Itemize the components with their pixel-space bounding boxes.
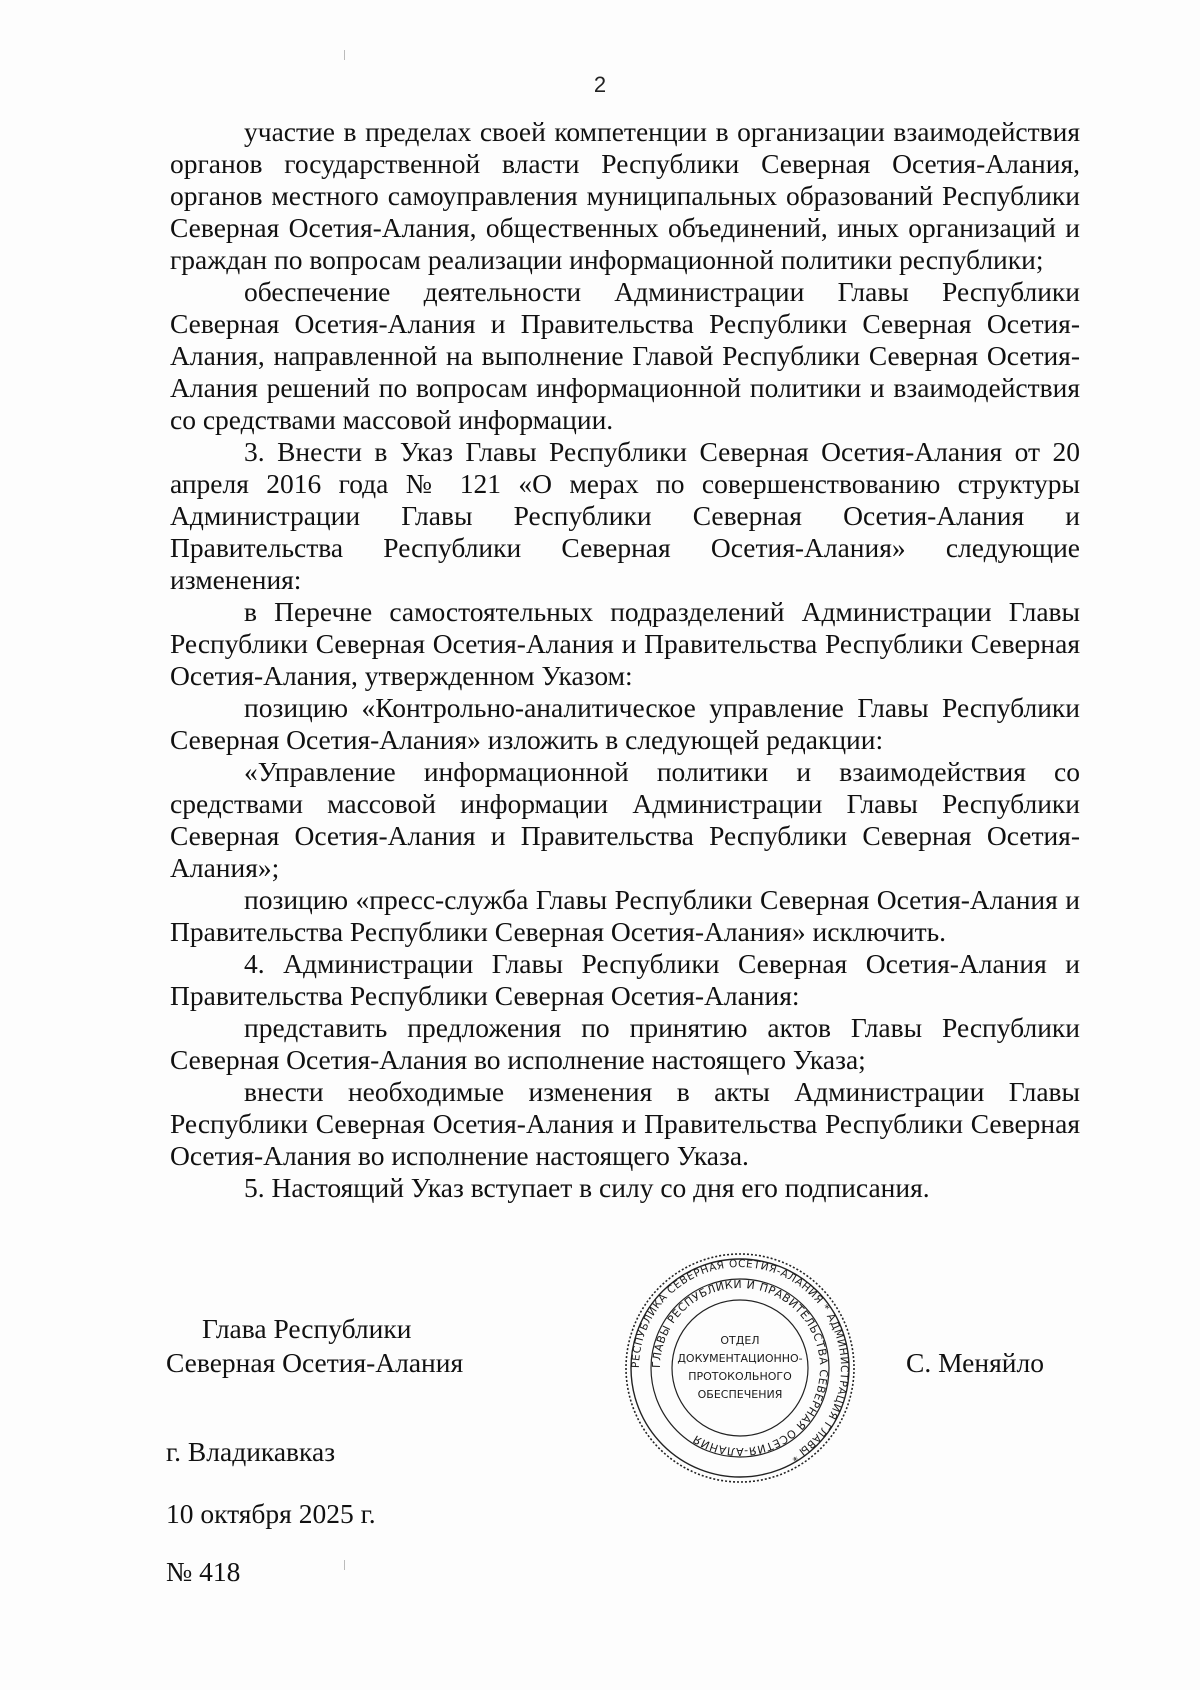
- decree-body: [170, 116, 1080, 1204]
- stamp-center-line: ОБЕСПЕЧЕНИЯ: [697, 1388, 783, 1401]
- paragraph: 4. Администрации Главы Республики Северная Осетия-Алания и Правительства Республики Северная Осетия-Алания:: [170, 948, 1080, 1011]
- paragraph: 3. Внести в Указ Главы Республики Северная Осетия-Алания от 20 апреля 2016 года № 121 «О мерах по совершенствованию структуры Администрации Главы Республики Северная Осетия-Алания и Правительства Республики Северная Осетия-Алания» следующие изменения:: [170, 436, 1080, 595]
- stamp-center-line: ДОКУМЕНТАЦИОННО-: [677, 1352, 803, 1365]
- signatory-position-line1: Глава Республики: [202, 1313, 412, 1344]
- paragraph: внести необходимые изменения в акты Администрации Главы Республики Северная Осетия-Алания и Правительства Республики Северная Осетия-Алания во исполнение настоящего Указа.: [170, 1076, 1080, 1171]
- signatory-position-line2: Северная Осетия-Алания: [166, 1347, 464, 1378]
- paragraph: «Управление информационной политики и взаимодействия со средствами массовой информации Администрации Главы Республики Северная Осетия-Алания и Правительства Республики Северная Осетия-Алания»;: [170, 756, 1080, 883]
- signatory-position: [166, 1312, 463, 1380]
- paragraph: представить предложения по принятию актов Главы Республики Северная Осетия-Алания во исполнение настоящего Указа;: [170, 1012, 1080, 1075]
- signing-place: г. Владикавказ: [166, 1436, 336, 1467]
- signing-date: 10 октября 2025 г.: [166, 1498, 376, 1529]
- paragraph: обеспечение деятельности Администрации Главы Республики Северная Осетия-Алания и Правительства Республики Северная Осетия-Алания, направленной на выполнение Главой Республики Северная Осетия-Алания решений по вопросам информационной политики и взаимодействия со средствами массовой информации.: [170, 276, 1080, 435]
- signatory-name: С. Меняйло: [906, 1347, 1044, 1378]
- stamp-middle-ring-path: ГЛАВЫ РЕСПУБЛИКИ И ПРАВИТЕЛЬСТВА СЕВЕРНАЯ ОСЕТИЯ-АЛАНИЯ: [649, 1277, 831, 1459]
- paragraph: 5. Настоящий Указ вступает в силу со дня его подписания.: [244, 1172, 930, 1203]
- paragraph: позицию «пресс-служба Главы Республики Северная Осетия-Алания и Правительства Республики Северная Осетия-Алания» исключить.: [170, 884, 1080, 947]
- stamp-outer-ring-path: РЕСПУБЛИКА СЕВЕРНАЯ ОСЕТИЯ-АЛАНИЯ * АДМИНИСТРАЦИЯ ГЛАВЫ *: [629, 1257, 851, 1464]
- official-stamp: [622, 1250, 858, 1486]
- page-number: 2: [593, 72, 607, 97]
- paragraph: в Перечне самостоятельных подразделений Администрации Главы Республики Северная Осетия-Алания и Правительства Республики Северная Осетия-Алания, утвержденном Указом:: [170, 596, 1080, 691]
- decree-number: № 418: [166, 1556, 241, 1587]
- stamp-center-line: ОТДЕЛ: [720, 1334, 760, 1347]
- scan-artifact: [344, 1560, 345, 1570]
- paragraph: позицию «Контрольно-аналитическое управление Главы Республики Северная Осетия-Алания» изложить в следующей редакции:: [170, 692, 1080, 755]
- paragraph: участие в пределах своей компетенции в организации взаимодействия органов государственной власти Республики Северная Осетия-Алания, органов местного самоуправления муниципальных образований Республики Северная Осетия-Алания, общественных объединений, иных организаций и граждан по вопросам реализации информационной политики республики;: [170, 116, 1080, 275]
- scan-artifact: [344, 50, 345, 60]
- stamp-center-line: ПРОТОКОЛЬНОГО: [688, 1370, 792, 1383]
